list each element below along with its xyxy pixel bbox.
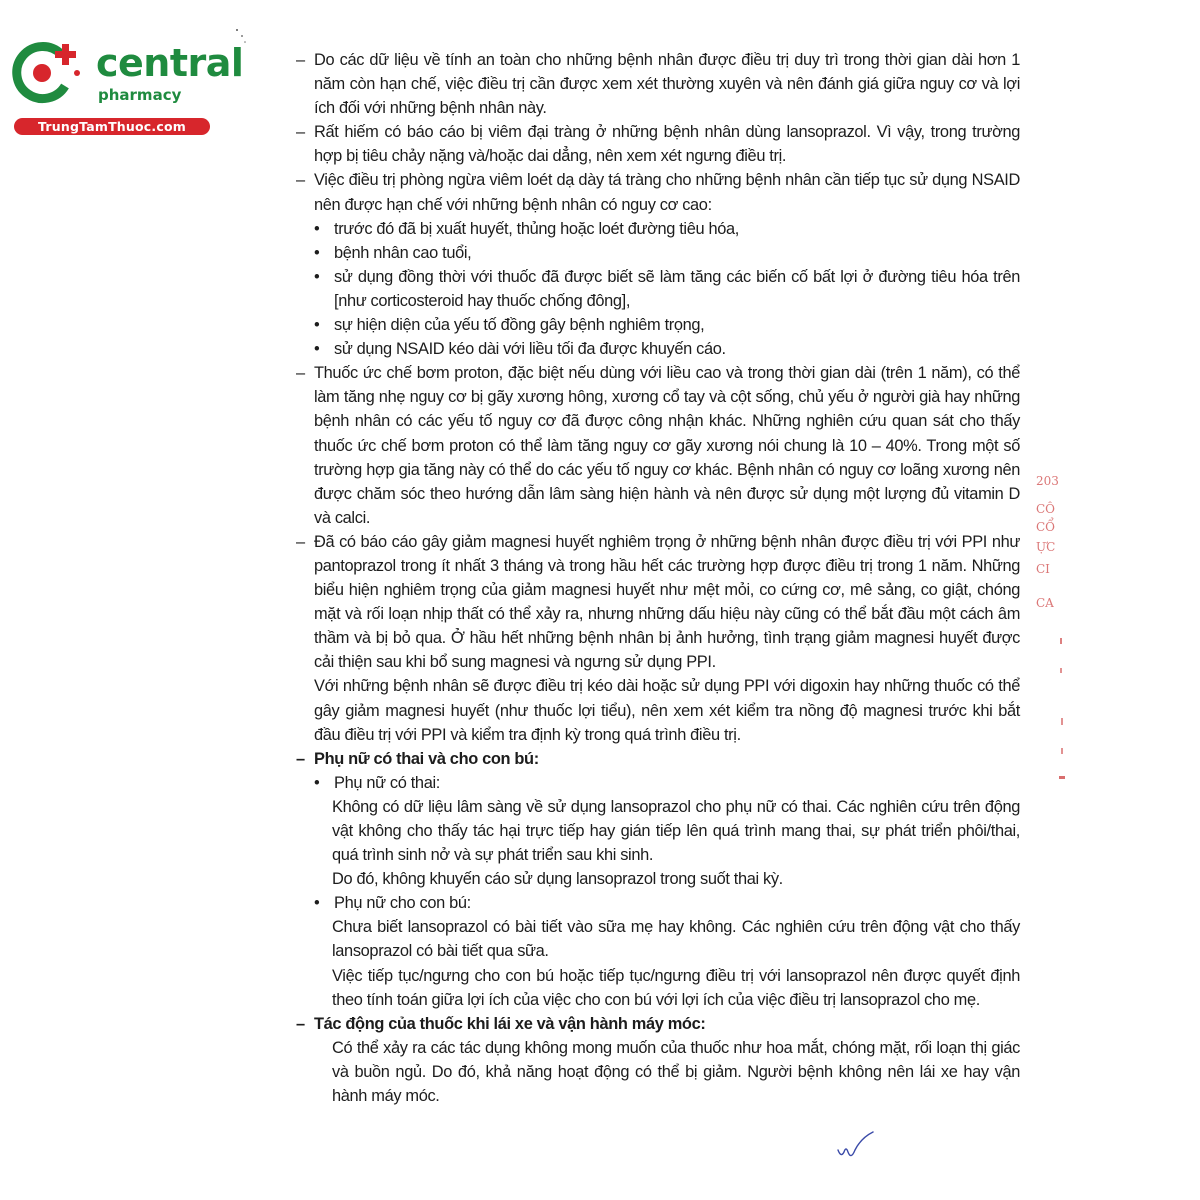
signature-mark xyxy=(834,1130,878,1166)
list-item: • sự hiện diện của yếu tố đồng gây bệnh nghiêm trọng, xyxy=(296,313,1020,337)
document-body xyxy=(296,48,1020,1108)
brand-logo[interactable] xyxy=(10,38,244,138)
paragraph-nsaid-prevention: – Việc điều trị phòng ngừa viêm loét dạ dày tá tràng cho những bệnh nhân cần tiếp tục sử dụng NSAID nên được hạn chế với những bệnh nhân có nguy cơ cao: xyxy=(296,168,1020,216)
paragraph-hypomagnesemia: – Đã có báo cáo gây giảm magnesi huyết nghiêm trọng ở những bệnh nhân được điều trị với PPI như pantoprazol trong ít nhất 3 tháng và trong hầu hết các trường hợp được điều trị trong 1 năm. Những biểu hiện nghiêm trọng của giảm magnesi huyết như mệt mỏi, co cứng cơ, mê sảng, co giật, chóng mặt và rối loạn nhịp thất có thể xảy ra, nhưng những dấu hiệu này cũng có thể bắt đầu một cách âm thầm và bị bỏ qua. Ở hầu hết những bệnh nhân bị ảnh hưởng, tình trạng giảm magnesi huyết được cải thiện sau khi bổ sung magnesi và ngưng sử dụng PPI. xyxy=(296,530,1020,675)
stamp-text: ỰC xyxy=(1036,540,1056,554)
label-pregnancy: • Phụ nữ có thai: xyxy=(296,771,1020,795)
brand-name: central xyxy=(96,41,244,85)
paragraph-magnesium-monitoring: Với những bệnh nhân sẽ được điều trị kéo dài hoặc sử dụng PPI với digoxin hay những thuốc có thể gây giảm magnesi huyết (như thuốc lợi tiểu), nên xem xét kiểm tra nồng độ magnesi trước khi bắt đầu điều trị với PPI và kiểm tra định kỳ trong quá trình điều trị. xyxy=(314,677,1020,744)
stamp-text: CỔ xyxy=(1036,520,1056,534)
label-breastfeeding: • Phụ nữ cho con bú: xyxy=(296,891,1020,915)
paragraph-pregnancy-data: Không có dữ liệu lâm sàng về sử dụng lansoprazol cho phụ nữ có thai. Các nghiên cứu trên động vật không cho thấy tác hại trực tiếp hay gián tiếp lên quá trình mang thai, sự phát triển phôi/thai, quá trình sinh nở và sự phát triển sau khi sinh. xyxy=(332,797,1020,865)
stamp-text: 203 xyxy=(1036,474,1059,488)
heading-driving: – Tác động của thuốc khi lái xe và vận hành máy móc: xyxy=(296,1012,1020,1036)
list-item: • trước đó đã bị xuất huyết, thủng hoặc loét đường tiêu hóa, xyxy=(296,217,1020,241)
paragraph-treatment-duration: – Do các dữ liệu về tính an toàn cho những bệnh nhân được điều trị duy trì trong thời gian dài hơn 1 năm còn hạn chế, việc điều trị cần được xem xét thường xuyên và nên đánh giá giữa nguy cơ và lợi ích đối với những bệnh nhân này. xyxy=(296,48,1020,120)
paragraph-breastfeeding-data: Chưa biết lansoprazol có bài tiết vào sữa mẹ hay không. Các nghiên cứu trên động vật cho thấy lansoprazol có bài tiết qua sữa. xyxy=(332,918,1020,961)
pharmacy-logo-icon xyxy=(12,40,82,106)
brand-subtitle: pharmacy xyxy=(98,86,182,104)
red-stamp-fragment xyxy=(1036,468,1076,788)
heading-pregnancy-lactation: – Phụ nữ có thai và cho con bú: xyxy=(296,747,1020,771)
paragraph-fracture-risk: – Thuốc ức chế bơm proton, đặc biệt nếu dùng với liều cao và trong thời gian dài (trên 1 năm), có thể làm tăng nhẹ nguy cơ bị gãy xương hông, xương cổ tay và cột sống, chủ yếu ở người già hay những bệnh nhân có các yếu tố nguy cơ đã được công nhận khác. Những nghiên cứu quan sát cho thấy thuốc ức chế bơm proton có thể làm tăng nguy cơ gãy xương nói chung là 10 – 40%. Trong một số trường hợp gia tăng này có thể do các yếu tố nguy cơ khác. Bệnh nhân có nguy cơ loãng xương nên được chăm sóc theo hướng dẫn lâm sàng hiện hành và nên được sử dụng một lượng đủ vitamin D và calci. xyxy=(296,361,1020,530)
paragraph-driving: Có thể xảy ra các tác dụng không mong muốn của thuốc như hoa mắt, chóng mặt, rối loạn thị giác và buồn ngủ. Do đó, khả năng hoạt động có thể bị giảm. Người bệnh không nên lái xe hay vận hành máy móc. xyxy=(332,1038,1020,1106)
stamp-text: CA xyxy=(1036,596,1054,610)
scan-speck-marks xyxy=(232,24,252,48)
stamp-text: CI xyxy=(1036,562,1050,576)
paragraph-breastfeeding-decision: Việc tiếp tục/ngưng cho con bú hoặc tiếp tục/ngưng điều trị với lansoprazol nên được quyết định theo tính toán giữa lợi ích của việc cho con bú với lợi ích của việc điều trị lansoprazol cho mẹ. xyxy=(332,966,1020,1009)
paragraph-colitis: – Rất hiếm có báo cáo bị viêm đại tràng ở những bệnh nhân dùng lansoprazol. Vì vậy, trong trường hợp bị tiêu chảy nặng và/hoặc dai dẳng, nên xem xét ngưng điều trị. xyxy=(296,120,1020,168)
list-item: • sử dụng đồng thời với thuốc đã được biết sẽ làm tăng các biến cố bất lợi ở đường tiêu hóa trên [như corticosteroid hay thuốc chống đông], xyxy=(296,265,1020,313)
stamp-marks xyxy=(1050,628,1070,788)
list-item: • sử dụng NSAID kéo dài với liều tối đa được khuyến cáo. xyxy=(296,337,1020,361)
brand-site-badge[interactable]: TrungTamThuoc.com xyxy=(14,118,210,135)
list-item: • bệnh nhân cao tuổi, xyxy=(296,241,1020,265)
stamp-text: CÔ xyxy=(1036,502,1056,516)
paragraph-pregnancy-advice: Do đó, không khuyến cáo sử dụng lansoprazol trong suốt thai kỳ. xyxy=(332,870,783,889)
